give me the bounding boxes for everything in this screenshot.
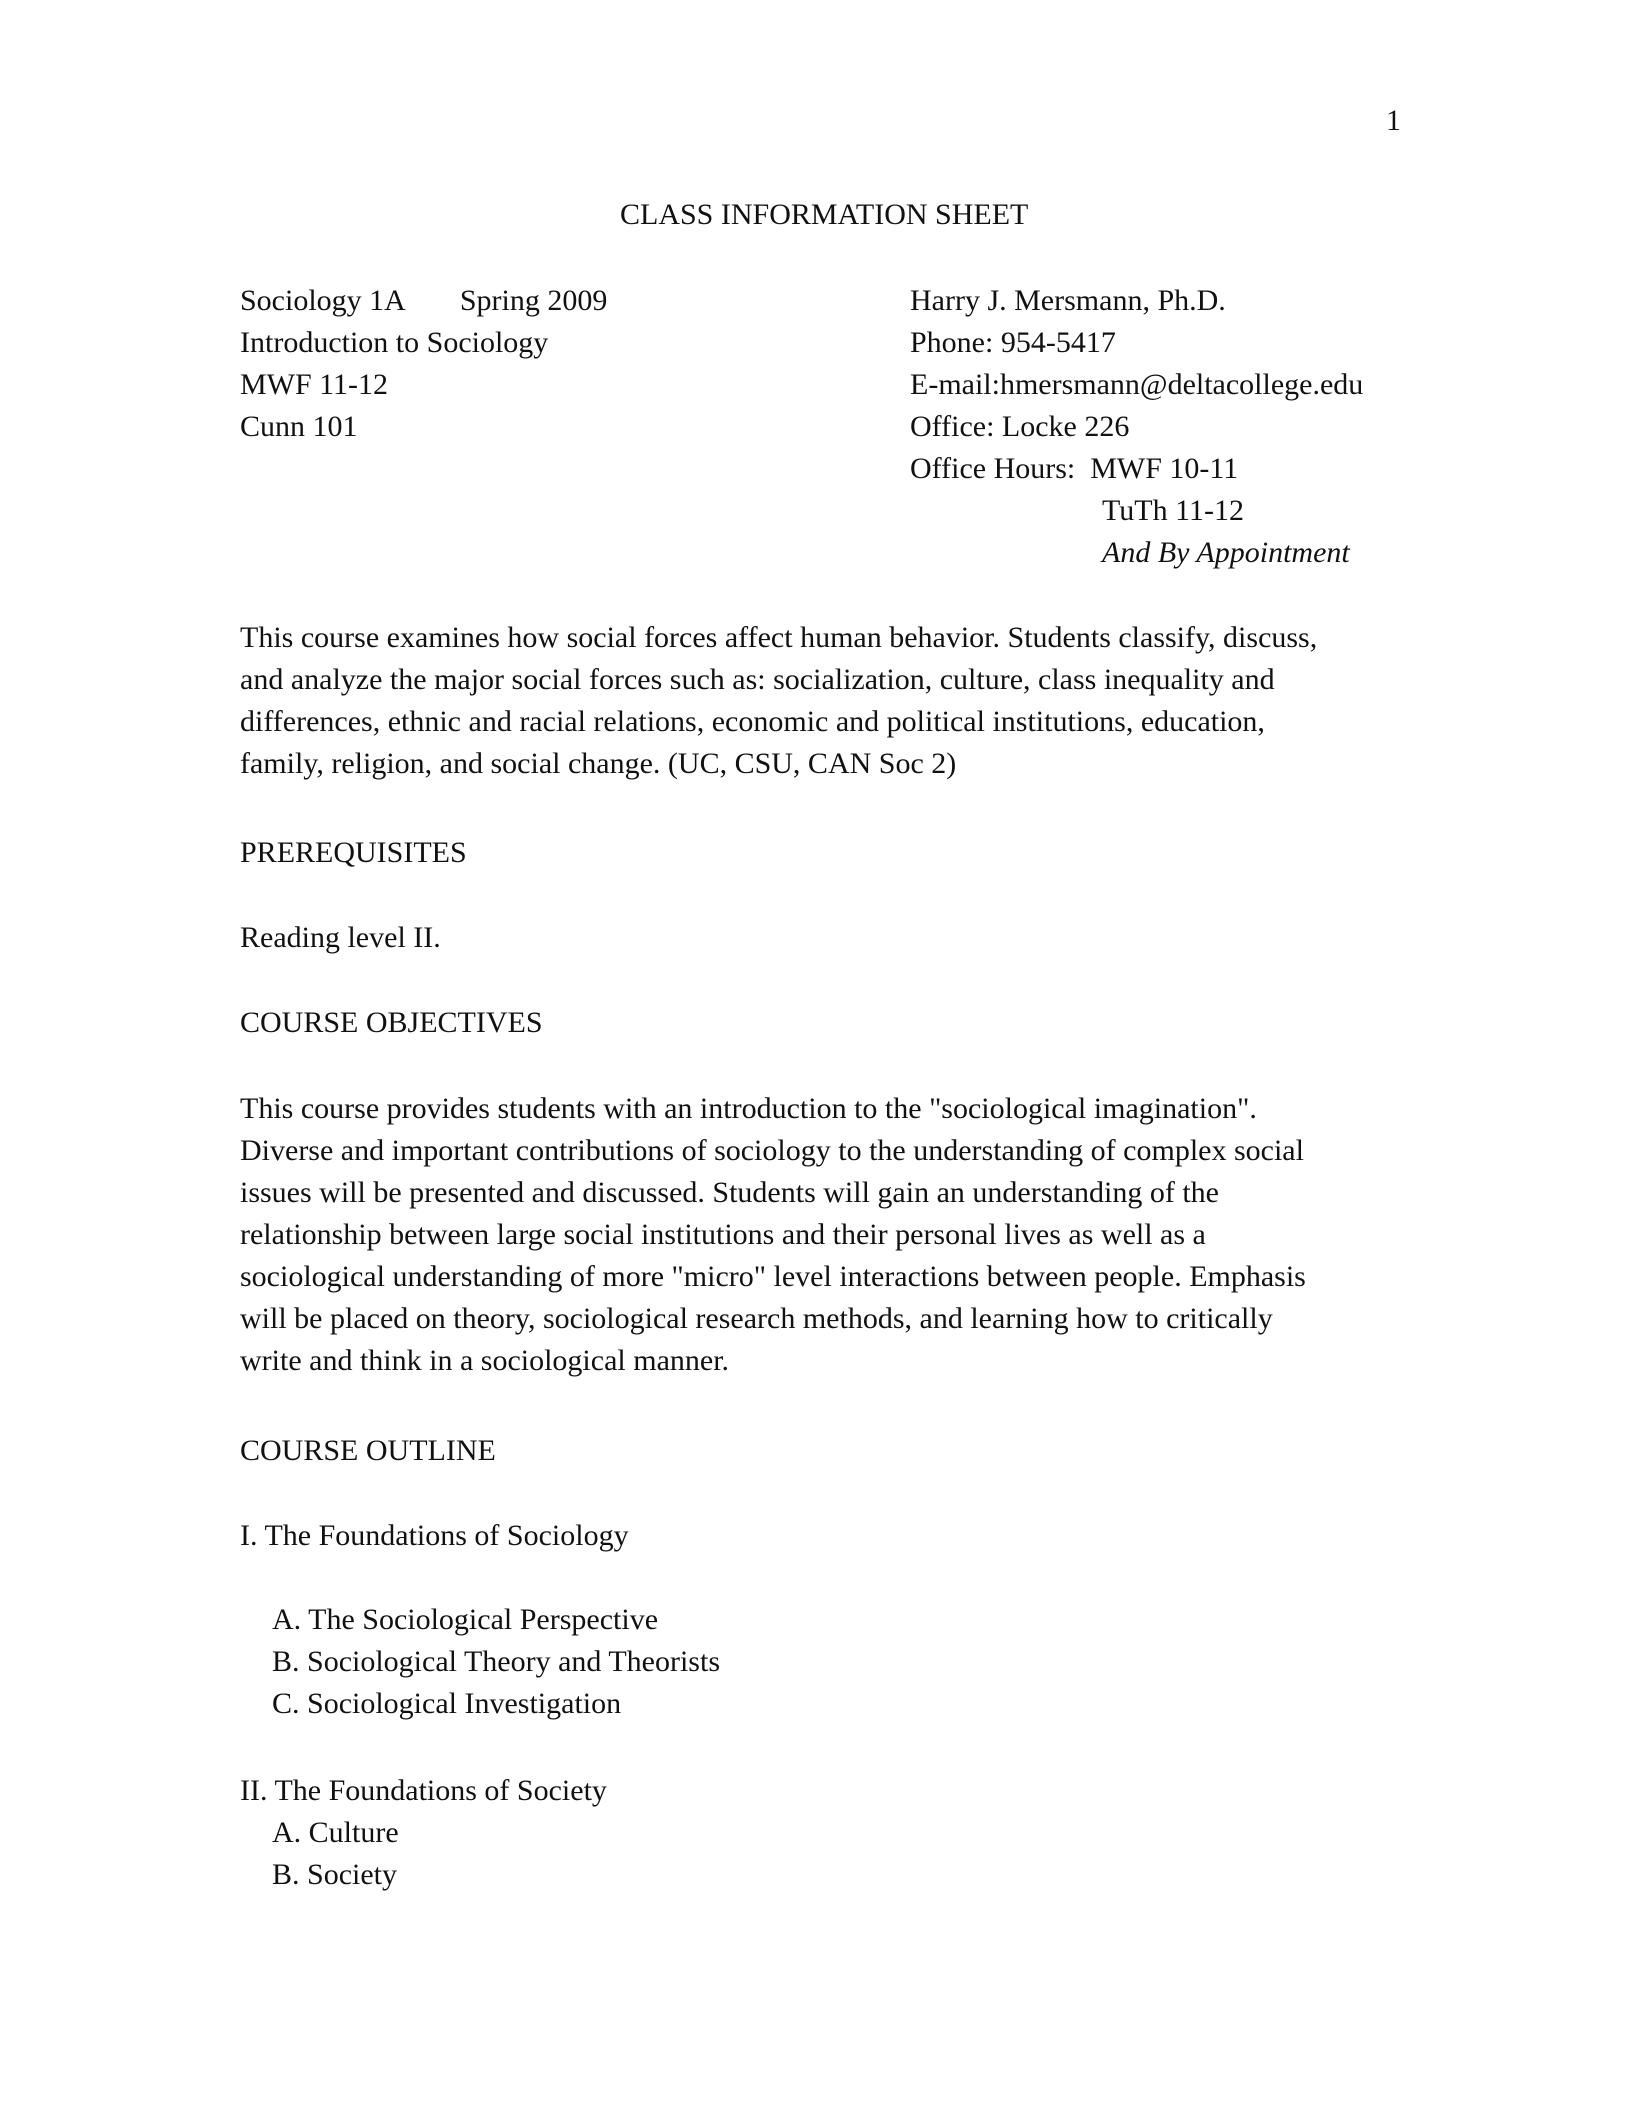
instructor-office: Office: Locke 226 [910,410,1130,443]
prerequisites-text: Reading level II. [240,921,441,954]
objectives-line: This course provides students with an introduction to the "sociological imagination". [240,1092,1257,1125]
objectives-text [240,1088,1306,1382]
description-line: and analyze the major social forces such as: socialization, culture, class inequality and [240,663,1275,696]
office-hours-line [910,448,1363,490]
prerequisites-heading: PREREQUISITES [240,836,467,869]
instructor-phone: Phone: 954-5417 [910,326,1116,359]
outline-section-items [272,1812,399,1896]
objectives-line: relationship between large social institutions and their personal lives as well as a [240,1218,1206,1251]
course-room: Cunn 101 [240,410,358,443]
document-title: CLASS INFORMATION SHEET [620,198,1029,231]
objectives-line: sociological understanding of more "micro" level interactions between people. Emphasis [240,1260,1306,1293]
instructor-info [910,280,1363,574]
course-name: Introduction to Sociology [240,326,549,359]
objectives-line: issues will be presented and discussed. Students will gain an understanding of the [240,1176,1219,1209]
outline-heading: COURSE OUTLINE [240,1434,496,1467]
outline-item: A. Culture [272,1816,399,1849]
outline-item: B. Sociological Theory and Theorists [272,1645,720,1678]
outline-section-title: II. The Foundations of Society [240,1774,607,1807]
office-hours-label: Office Hours: [910,452,1076,485]
objectives-heading: COURSE OBJECTIVES [240,1006,543,1039]
office-hours-3: And By Appointment [1102,536,1350,569]
objectives-line: will be placed on theory, sociological research methods, and learning how to critically [240,1302,1273,1335]
course-description [240,617,1317,785]
course-schedule: MWF 11-12 [240,368,389,401]
outline-section-title: I. The Foundations of Sociology [240,1519,629,1552]
description-line: differences, ethnic and racial relations, economic and political institutions, education, [240,705,1265,738]
objectives-line: Diverse and important contributions of sociology to the understanding of complex social [240,1134,1304,1167]
outline-section-items [272,1599,720,1725]
description-line: family, religion, and social change. (UC, CSU, CAN Soc 2) [240,747,957,780]
course-code: Sociology 1A [240,284,406,317]
course-code-line [240,280,607,322]
description-line: This course examines how social forces affect human behavior. Students classify, discuss, [240,621,1318,654]
page-number: 1 [1386,104,1401,137]
course-info [240,280,607,448]
office-hours-1: MWF 10-11 [1090,452,1239,485]
outline-item: B. Society [272,1858,397,1891]
instructor-email: E-mail:hmersmann@deltacollege.edu [910,368,1364,401]
outline-item: A. The Sociological Perspective [272,1603,659,1636]
office-hours-2: TuTh 11-12 [1102,494,1244,527]
course-term: Spring 2009 [459,284,608,317]
outline-item: C. Sociological Investigation [272,1687,622,1720]
objectives-line: write and think in a sociological manner. [240,1344,730,1377]
instructor-name: Harry J. Mersmann, Ph.D. [910,284,1226,317]
